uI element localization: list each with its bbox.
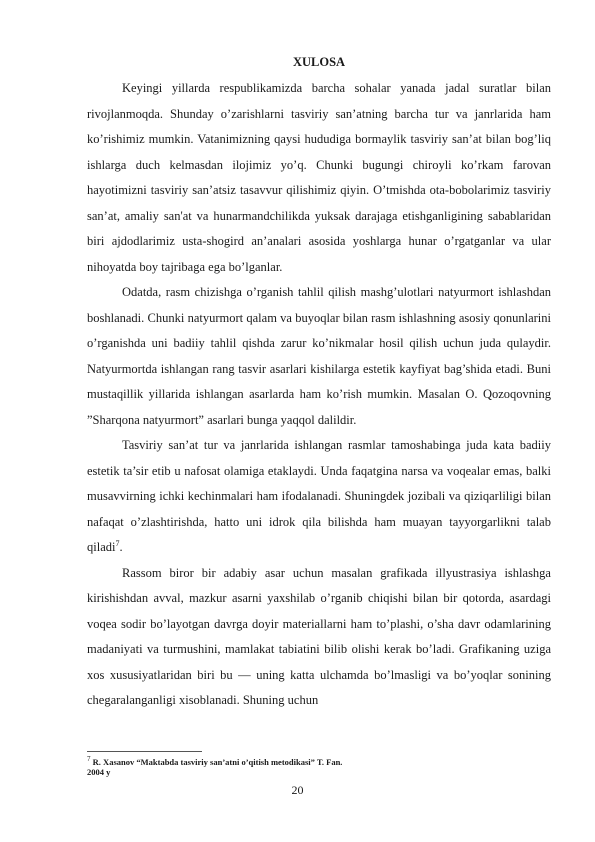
paragraph-4: Rassom biror bir adabiy asar uchun masalan grafikada illyustrasiya ishlashga kirishishdan avval, mazkur asarni yaxshilab o’rganib chiqishi bilan bir qotorda, asardagi voqea sodir bo’layotgan davrga doyir materiallarni ham to’plashi, o’sha davr odamlarining madaniyati va turmushini, mamlakat tabiatini bilib olishi kerak bo’ladi. Grafikaning uziga xos xususiyatlaridan biri bu — uning katta ulchamda bo’lmasligi va bo’yoqlar sonining chegaralanganligi xisoblanadi. Shuning uchun bbox=[87, 565, 551, 707]
paragraph-1: Keyingi yillarda respublikamizda barcha sohalar yanada jadal suratlar bilan rivojlanmoqda. Shunday o’zarishlarni tasviriy san’atning barcha tur va janrlarida ham ko’rishimiz mumkin. Vatanimizning qaysi hududiga bormaylik tasviriy san’at bilan bog’liq ishlarga duch kelmasdan ilojimiz yo’q. Chunki bugungi chiroyli ko’rkam farovan hayotimizni tasviriy san’atsiz tasavvur qilishimiz qiyin. O’tmishda ota-bobolarimiz tasviriy san’at, amaliy san'at va hunarmandchilikda yuksak darajaga etishganligining sabablaridan biri ajdodlarimiz usta-shogird an’analari asosida yoshlarga hunar o’rgatganlar va ular nihoyatda boy tajribaga ega bo’lganlar. bbox=[87, 81, 551, 274]
page-number: 20 bbox=[291, 783, 304, 797]
page-body bbox=[87, 54, 551, 714]
footnote-number: 7 bbox=[87, 755, 91, 763]
paragraph-3: Tasviriy san’at tur va janrlarida ishlangan rasmlar tamoshabinga juda kata badiiy estetik ta’sir etib u nafosat olamiga etaklaydi. Unda faqatgina narsa va voqealar emas, balki musavvirning ichki kechinmalari ham ifodalanadi. Shuningdek jozibali va qiziqarliligi bilan nafaqat o’zlashtirishda, hatto uni idrok qila bilishda ham muayan tayyorgarlikni talab qiladi$^7$. bbox=[87, 438, 551, 554]
paragraph-3-text: Tasviriy san’at tur va janrlarida ishlangan rasmlar tamoshabinga juda kata badiiy estetik ta’sir etib u nafosat olamiga etaklaydi. Unda faqatgina narsa va voqealar emas, balki musavvirning ichki kechinmalari ham ifodalanadi. Shuningdek jozibali va qiziqarliligi bilan nafaqat o’zlashtirishda, hatto uni idrok qila bilishda ham muayan tayyorgarlikni talab qiladi bbox=[87, 438, 551, 554]
footnote-divider bbox=[87, 751, 202, 752]
footnote-reference[interactable]: 7 bbox=[115, 538, 120, 548]
footnote-line-1 bbox=[87, 754, 551, 767]
paragraph-2: Odatda, rasm chizishga o’rganish tahlil qilish mashg’ulotlari natyurmort ishlashdan boshlanadi. Chunki natyurmort qalam va buyoqlar bilan rasm ishlashning asosiy qonunlarini o’rganishda uni badiiy tahlil qishda zarur ko’nikmalar hosil qilish uchun juda qulaydir. Natyurmortda ishlangan rang tasvir asarlari kishilarga estetik kayfiyat bag’shida etadi. Buni mustaqillik yillarida ishlangan asarlarda ham ko’rish mumkin. Masalan O. Qozoqovning ”Sharqona natyurmort” asarlari bunga yaqqol dalildir. bbox=[87, 285, 551, 427]
footnote bbox=[87, 754, 551, 778]
page-title: XULOSA bbox=[292, 55, 346, 69]
footnote-line-2: 2004 y bbox=[87, 767, 111, 778]
footnote-text: R. Xasanov “Maktabda tasviriy san’atni o’qitish metodikasi” T. Fan. bbox=[92, 756, 343, 767]
